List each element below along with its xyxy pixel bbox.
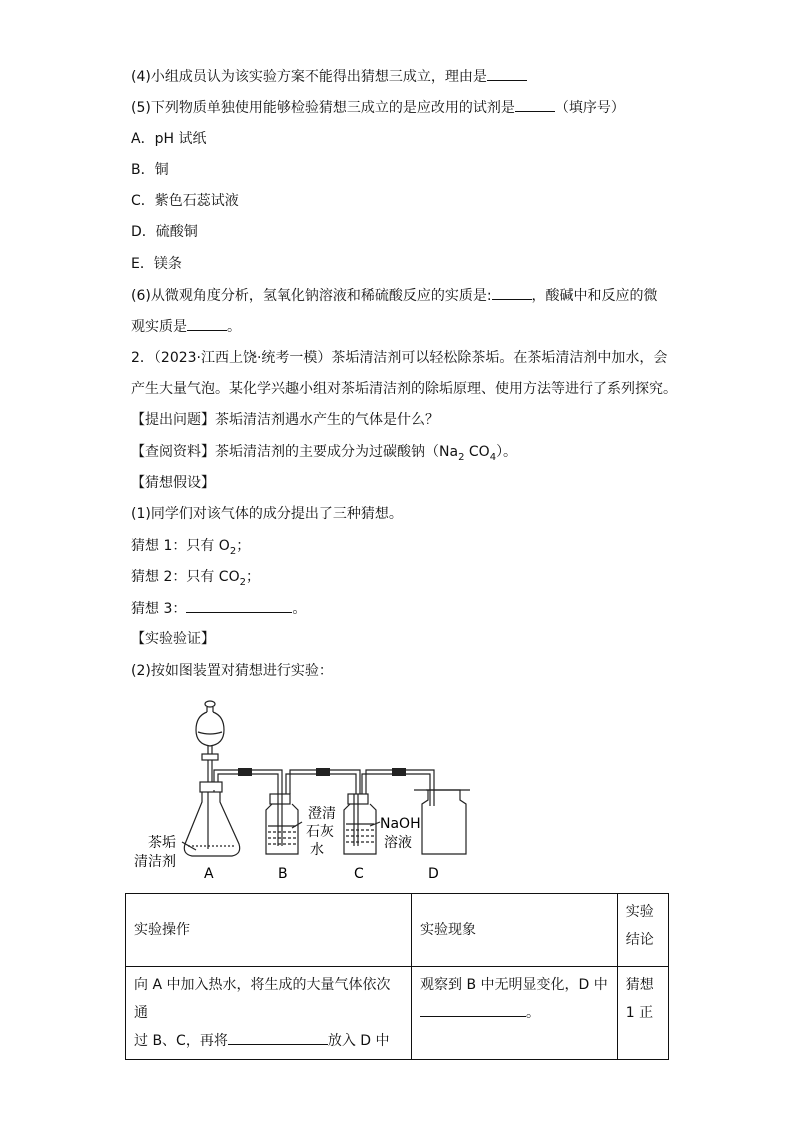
row1-op-text-a: 过 B、C，再将 (134, 1033, 228, 1049)
hypothesis-1 (131, 536, 250, 556)
q6-end: 。 (227, 319, 241, 335)
hyp2-text: 猜想 2：只有 CO (131, 569, 240, 585)
hyp1-text: 猜想 1：只有 O (131, 538, 230, 554)
header-conclusion-line1: 实验 (625, 904, 654, 920)
row1-operation-line2 (134, 1027, 403, 1055)
hyp1-end: ； (236, 538, 251, 554)
reference-info-tag: 【查阅资料】 (131, 444, 215, 460)
row1-observation-line2 (420, 999, 609, 1027)
row1-operation (126, 967, 412, 1060)
q5-blank[interactable] (515, 97, 555, 112)
reference-info-b: CO (464, 444, 490, 460)
label-d: D (428, 866, 439, 882)
option-d: D．硫酸铜 (131, 224, 198, 240)
q5-suffix: （填序号） (554, 100, 625, 116)
bottle-c (344, 794, 376, 854)
table-header-row (126, 894, 669, 967)
hypothesis-2 (131, 567, 260, 587)
row1-conclusion (617, 967, 668, 1060)
row1-conclusion-line1: 猜想 (625, 977, 654, 993)
bottle-d (414, 790, 470, 854)
reference-info-c: ）。 (496, 444, 518, 460)
limewater-leader-line (292, 822, 302, 828)
raise-question (131, 410, 439, 430)
hyp3-text: 猜想 3： (131, 601, 187, 617)
row1-obs-end: 。 (526, 1005, 541, 1021)
label-cleaner-1: 茶垢 (148, 835, 176, 851)
label-limewater-3: 水 (310, 842, 324, 858)
hypothesis-3 (131, 598, 306, 619)
label-a: A (204, 866, 214, 882)
hyp2-sub: 2 (239, 576, 246, 588)
q5-text: (5)下列物质单独使用能够检验猜想三成立的是应改用的试剂是 (131, 100, 515, 116)
question-2-intro-1: 2．（2023·江西上饶·统考一模）茶垢清洁剂可以轻松除茶垢。在茶垢清洁剂中加水，会 (131, 350, 668, 366)
header-observation: 实验现象 (412, 894, 618, 967)
raise-question-text: 茶垢清洁剂遇水产生的气体是什么？ (215, 412, 439, 428)
hypothesis-intro: (1)同学们对该气体的成分提出了三种猜想。 (131, 506, 403, 522)
table-row (126, 967, 669, 1060)
option-b: B．铜 (131, 162, 169, 178)
q6-text: (6)从微观角度分析，氢氧化钠溶液和稀硫酸反应的实质是: (131, 288, 492, 304)
question-6-line2 (131, 316, 241, 337)
hyp3-end: 。 (292, 601, 307, 617)
row1-op-text-b: 放入 D 中 (327, 1033, 390, 1049)
header-operation: 实验操作 (126, 894, 412, 967)
q6-text-2: 观实质是 (131, 319, 187, 335)
option-a: A．pH 试纸 (131, 131, 207, 147)
label-naoh-2: 溶液 (384, 835, 412, 851)
q4-text: (4)小组成员认为该实验方案不能得出猜想三成立，理由是 (131, 69, 487, 85)
label-cleaner-2: 清洁剂 (134, 854, 176, 870)
hyp2-end: ； (245, 569, 260, 585)
label-c: C (354, 866, 364, 882)
reference-info (131, 442, 517, 462)
question-2-intro-2: 产生大量气泡。某化学兴趣小组对茶垢清洁剂的除垢原理、使用方法等进行了系列探究。 (131, 381, 677, 397)
option-e: E．镁条 (131, 256, 182, 272)
label-limewater-1: 澄清 (308, 806, 336, 822)
row1-op-blank[interactable] (228, 1030, 328, 1045)
row1-observation-line1: 观察到 B 中无明显变化，D 中 (420, 977, 608, 993)
option-c: C．紫色石蕊试液 (131, 193, 239, 209)
bottle-b (266, 794, 298, 854)
row1-conclusion-line2: 1 正 (625, 1005, 654, 1021)
label-naoh-1: NaOH (380, 816, 421, 832)
question-4 (131, 66, 527, 87)
label-limewater-2: 石灰 (306, 824, 334, 840)
apparatus-diagram (130, 694, 490, 884)
question-5 (131, 97, 625, 118)
hyp1-sub: 2 (229, 545, 237, 557)
question-6-line1 (131, 285, 658, 306)
hypothesis-heading: 【猜想假设】 (131, 475, 215, 491)
reference-info-sub2: 4 (489, 451, 497, 463)
hyp3-blank[interactable] (186, 598, 292, 613)
flask-a (184, 782, 239, 856)
verify-intro: (2)按如图装置对猜想进行实验： (131, 663, 333, 679)
q6-blank-1[interactable] (492, 285, 532, 300)
label-b: B (278, 866, 288, 882)
header-conclusion (617, 894, 668, 967)
q6-blank-2[interactable] (187, 316, 227, 331)
raise-question-tag: 【提出问题】 (131, 412, 215, 428)
row1-obs-blank[interactable] (420, 1002, 526, 1017)
reference-info-sub1: 2 (458, 451, 465, 463)
verify-heading: 【实验验证】 (131, 631, 215, 647)
row1-observation (412, 967, 618, 1060)
reference-info-a: 茶垢清洁剂的主要成分为过碳酸钠（Na (215, 444, 459, 460)
q4-blank[interactable] (487, 66, 527, 81)
q6-mid: ，酸碱中和反应的微 (531, 288, 658, 304)
header-conclusion-line2: 结论 (625, 932, 654, 948)
experiment-table (125, 893, 669, 1060)
row1-operation-line1: 向 A 中加入热水，将生成的大量气体依次通 (134, 977, 391, 1021)
